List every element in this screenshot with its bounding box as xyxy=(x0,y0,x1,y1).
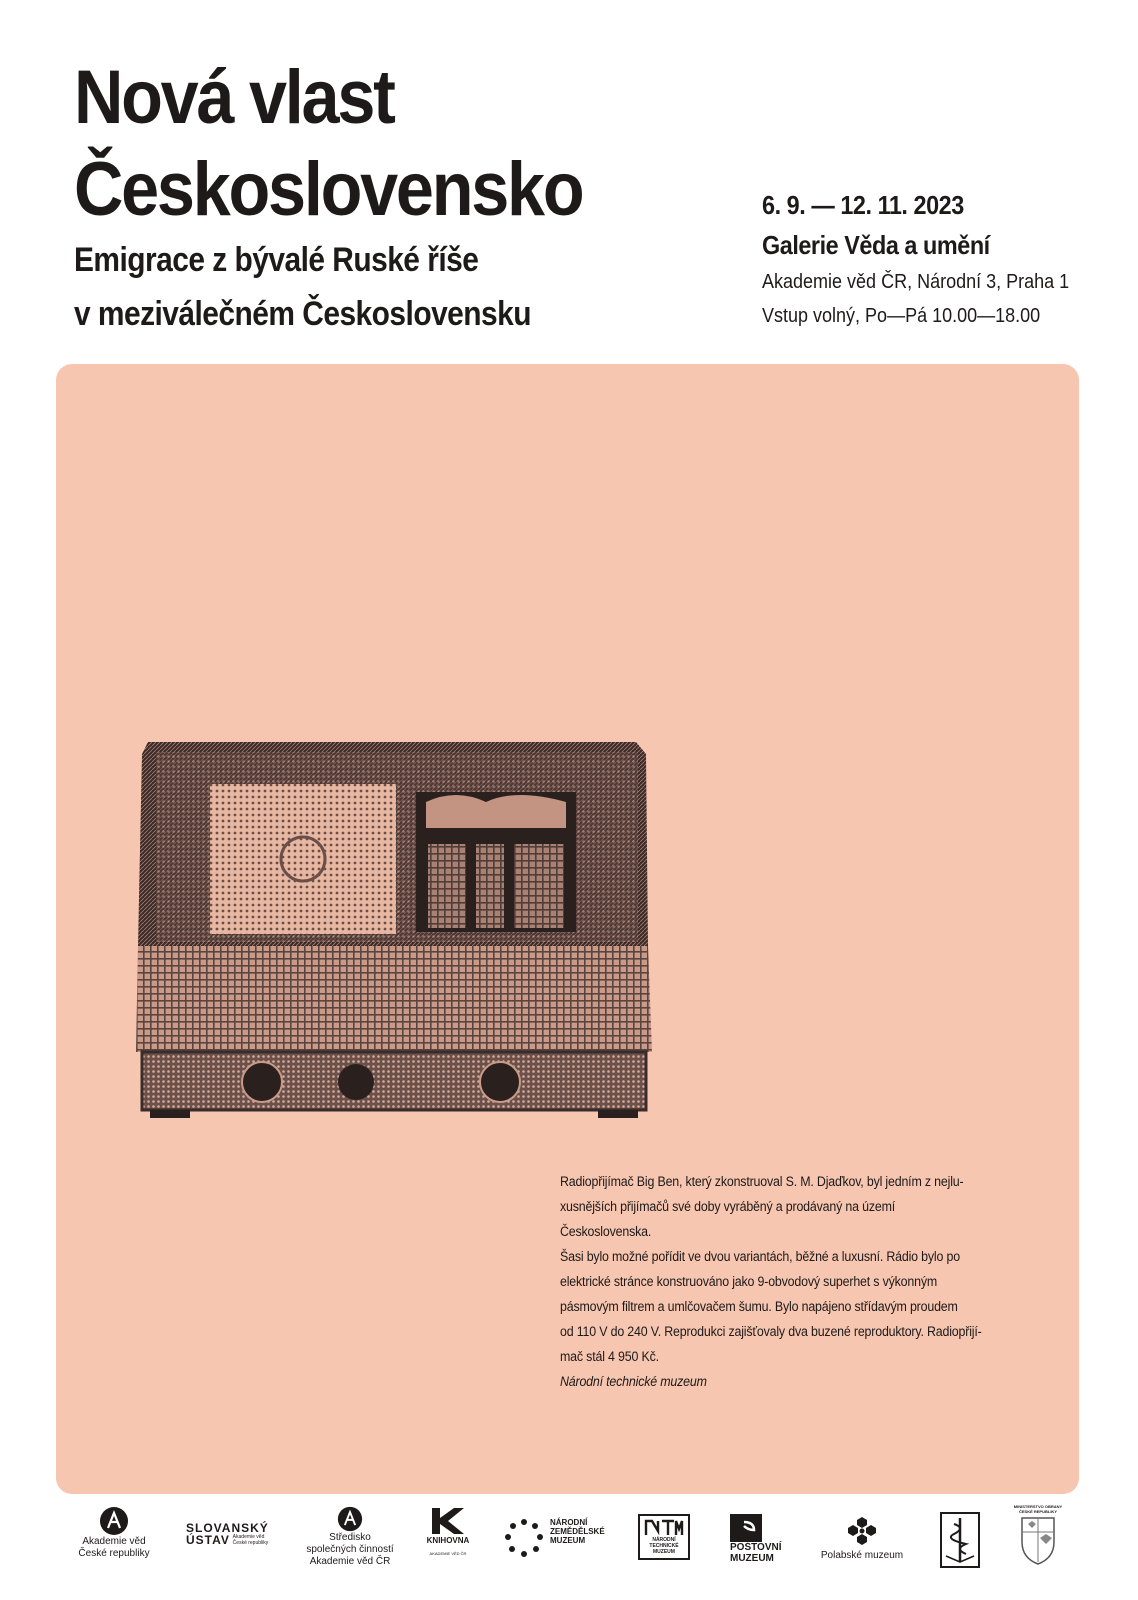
polabske-name: Polabské muzeum xyxy=(820,1550,904,1561)
caption-line: elektrické stránce konstruováno jako 9-obvodový superhet s výkonným xyxy=(560,1274,938,1289)
caption-line: mač stál 4 950 Kč. xyxy=(560,1349,659,1364)
logo-aesculap-emblem xyxy=(940,1512,980,1568)
venue-name: Galerie Věda a umění xyxy=(762,230,990,260)
knihovna-small: AKADEMIE VĚD ČR xyxy=(429,1551,467,1556)
radio-illustration xyxy=(136,734,666,1124)
post-horn-icon xyxy=(730,1514,762,1542)
pm-name-2: MUZEUM xyxy=(730,1553,774,1564)
exhibition-info xyxy=(762,185,1069,333)
knihovna-name: KNIHOVNA xyxy=(426,1536,470,1545)
su-name-2: ÚSTAV xyxy=(186,1533,230,1547)
su-name-1: SLOVANSKÝ xyxy=(186,1521,269,1535)
avcr-icon xyxy=(99,1506,129,1536)
mo-name-1: MINISTERSTVO OBRANY xyxy=(1013,1504,1063,1509)
caption-line: xusnějších přijímačů své doby vyráběný a prodávaný na území Československa. xyxy=(560,1199,896,1239)
knihovna-icon xyxy=(430,1506,466,1536)
caption-line: Radiopřijímač Big Ben, který zkonstruoval S. M. Djaďkov, byl jedním z nejlu- xyxy=(560,1174,964,1189)
logo-ssc xyxy=(300,1506,400,1568)
logo-polabske-muzeum xyxy=(812,1516,912,1562)
logo-ntm xyxy=(638,1514,690,1560)
nzm-name-1: NÁRODNÍ xyxy=(550,1518,588,1527)
ssc-name-1: Středisko xyxy=(329,1532,371,1543)
ntm-name-2: TECHNICKÉ xyxy=(649,1543,679,1549)
exhibition-title xyxy=(74,52,582,236)
partner-logos xyxy=(0,1506,1138,1586)
logo-avcr xyxy=(68,1506,160,1560)
title-line-2: Československo xyxy=(74,147,583,232)
title-line-1: Nová vlast xyxy=(74,55,394,140)
coat-of-arms-icon xyxy=(1018,1514,1058,1566)
ntm-name-3: MUZEUM xyxy=(653,1549,675,1555)
ntm-icon xyxy=(644,1519,684,1537)
staff-snake-icon xyxy=(940,1512,980,1568)
mo-name-2: ČESKÉ REPUBLIKY xyxy=(1018,1509,1057,1514)
opening-hours: Vstup volný, Po—Pá 10.00—18.00 xyxy=(762,305,1041,327)
avcr-name-2: České republiky xyxy=(78,1548,150,1559)
logo-postovni-muzeum xyxy=(730,1514,790,1564)
ssc-name-3: Akademie věd ČR xyxy=(309,1556,391,1567)
wreath-icon xyxy=(504,1518,544,1558)
object-caption xyxy=(560,1169,983,1394)
subtitle-line-2: v meziválečném Československu xyxy=(74,295,532,333)
logo-nzm xyxy=(504,1518,614,1558)
logo-ministerstvo-obrany xyxy=(1010,1504,1066,1566)
su-small: Akademie věd České republiky xyxy=(232,1534,269,1546)
subtitle-line-1: Emigrace z bývalé Ruské říše xyxy=(74,241,479,279)
logo-slovansky-ustav xyxy=(186,1522,282,1548)
caption-credit: Národní technické muzeum xyxy=(560,1374,707,1389)
pm-name-1: POŠTOVNÍ xyxy=(730,1542,782,1553)
ntm-name-1: NÁRODNÍ xyxy=(652,1537,676,1543)
avcr-name-1: Akademie věd xyxy=(82,1536,146,1547)
ssc-icon xyxy=(337,1506,363,1532)
ssc-name-2: společných činností xyxy=(306,1544,394,1555)
logo-knihovna xyxy=(426,1506,470,1556)
caption-line: pásmovým filtrem a umlčovačem šumu. Bylo napájeno střídavým proudem xyxy=(560,1299,958,1314)
exhibition-dates: 6. 9. — 12. 11. 2023 xyxy=(762,190,964,220)
exhibition-subtitle xyxy=(74,233,531,341)
polabske-icon xyxy=(846,1516,878,1546)
caption-line: od 110 V do 240 V. Reprodukci zajišťovaly dva buzené reproduktory. Radiopřijí- xyxy=(560,1324,982,1339)
venue-address: Akademie věd ČR, Národní 3, Praha 1 xyxy=(762,271,1070,293)
caption-line: Šasi bylo možné pořídit ve dvou variantách, běžné a luxusní. Rádio bylo po xyxy=(560,1249,960,1264)
image-panel xyxy=(56,364,1079,1494)
nzm-name-2: ZEMĚDĚLSKÉ xyxy=(550,1527,605,1536)
nzm-name-3: MUZEUM xyxy=(550,1536,586,1545)
